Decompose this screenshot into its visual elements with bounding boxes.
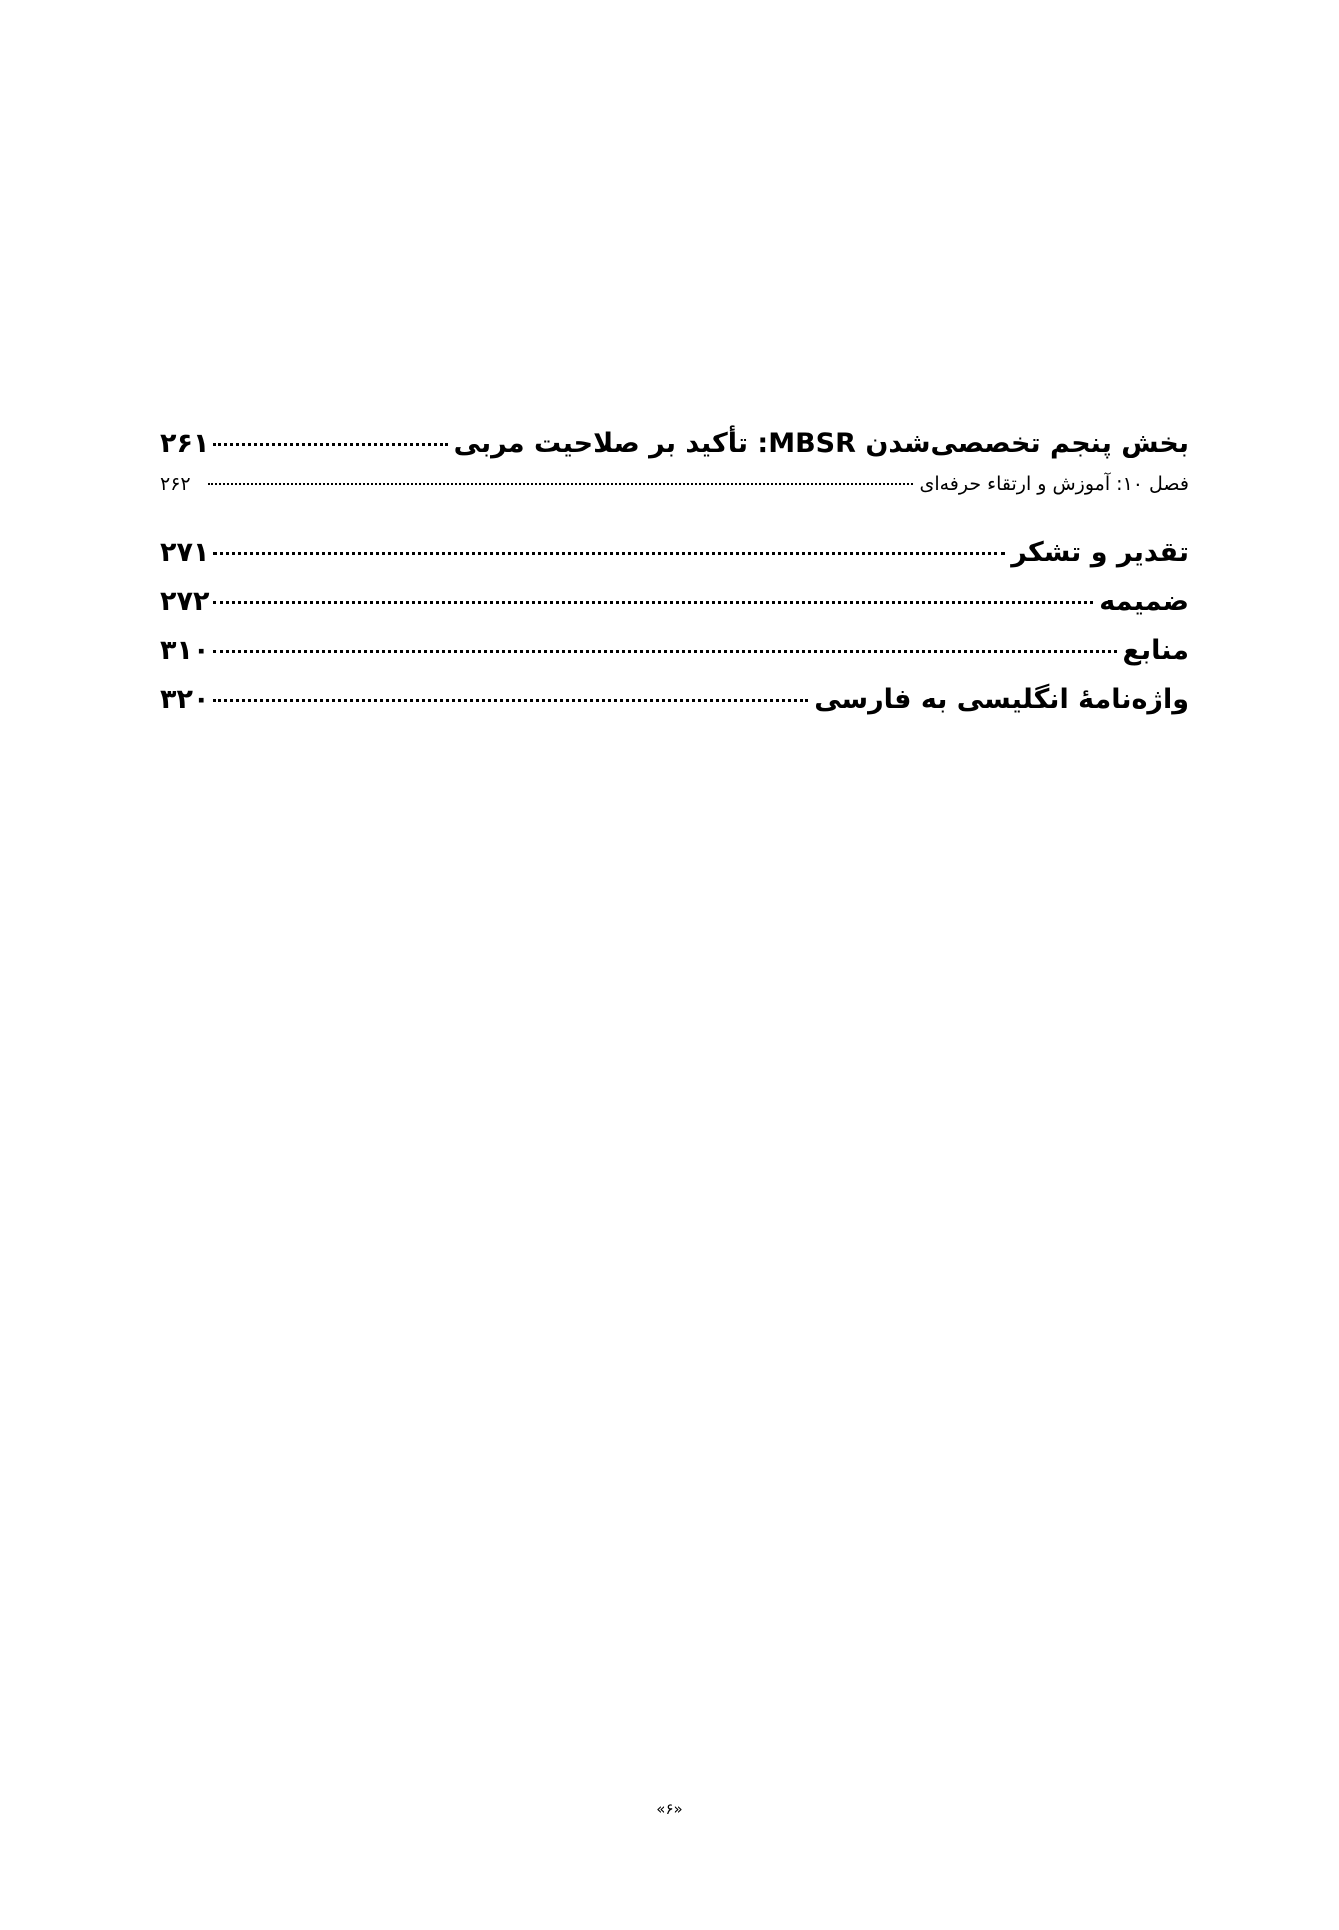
toc-entry-page: ۳۲۰ [160,684,210,715]
toc-entry-title: ضمیمه [1099,586,1189,617]
dot-leader [213,699,808,702]
toc-entry-references[interactable] [160,635,1189,680]
toc-entry-chapter-ten[interactable] [160,473,1189,509]
toc-entry-glossary[interactable] [160,684,1189,729]
toc-entry-title: بخش پنجم تخصصی‌شدن MBSR: تأکید بر صلاحیت مربی [453,428,1189,459]
toc-entry-page: ۲۷۱ [160,537,210,568]
page-number: «۶» [656,1800,683,1818]
table-of-contents [160,428,1189,729]
toc-entry-page: ۲۶۱ [160,428,210,459]
dot-leader [213,443,447,446]
dot-leader [208,483,913,485]
dot-leader [213,650,1116,653]
toc-entry-title: فصل ۱۰: آموزش و ارتقاء حرفه‌ای [919,473,1189,495]
dot-leader [213,552,1005,555]
toc-entry-page: ۲۶۲ [160,473,191,495]
toc-entry-appendix[interactable] [160,586,1189,631]
toc-entry-part-five[interactable] [160,428,1189,473]
toc-entry-title: منابع [1122,635,1189,666]
toc-entry-title: تقدیر و تشکر [1011,537,1189,568]
toc-entry-title: واژه‌نامۀ انگلیسی به فارسی [814,684,1189,715]
toc-entry-page: ۲۷۲ [160,586,210,617]
toc-entry-page: ۳۱۰ [160,635,210,666]
dot-leader [213,601,1093,604]
toc-entry-acknowledgements[interactable] [160,537,1189,582]
